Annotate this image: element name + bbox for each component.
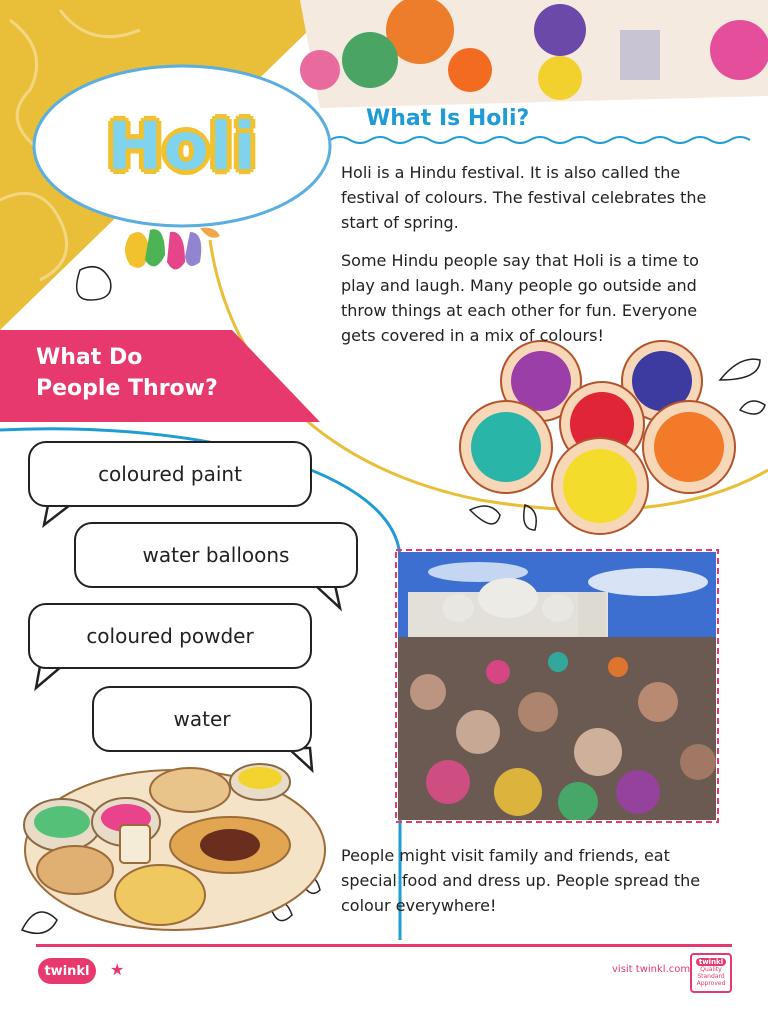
yellow-splash	[538, 56, 582, 100]
pink-splash	[710, 20, 768, 80]
closing-paragraph: People might visit family and friends, eat special food and dress up. People spread the colour everywhere!	[341, 846, 701, 915]
green-drop	[145, 229, 165, 266]
speech-bubble	[92, 686, 312, 752]
paisley-icon	[22, 912, 57, 933]
what-do-people-throw-heading	[36, 342, 296, 404]
speech-bubble	[28, 603, 312, 669]
yellow-drop	[125, 232, 150, 268]
heading-line-2: People Throw?	[36, 376, 218, 401]
bubble-tail	[36, 666, 62, 688]
throw-item: water balloons	[142, 543, 290, 567]
star-icon: ★	[110, 960, 125, 979]
twinkl-logo[interactable]: twinkl	[38, 958, 96, 984]
throw-item: water	[173, 707, 231, 731]
powder-bowls-illustration	[460, 341, 735, 534]
badge-logo-text: twinkl	[696, 958, 726, 966]
green-tree	[342, 32, 398, 88]
throw-item: coloured powder	[86, 624, 254, 648]
footer-divider	[36, 944, 732, 947]
paisley-icon	[524, 505, 537, 530]
bubble-tail	[315, 585, 340, 608]
what-is-holi-heading: What Is Holi?	[366, 106, 530, 131]
purple-splash	[534, 4, 586, 56]
speech-bubble	[74, 522, 358, 588]
photo-wavy-frame	[392, 546, 722, 826]
heading-wave-divider	[330, 137, 750, 143]
page-title: Holi	[107, 107, 257, 185]
paisley-icon	[470, 506, 500, 524]
throw-item: coloured paint	[98, 462, 242, 486]
paisley-icon	[740, 401, 765, 414]
food-platter-icon	[24, 764, 325, 930]
speech-bubble	[28, 441, 312, 507]
quality-standard-badge	[690, 953, 732, 993]
what-is-holi-paragraph-1: Holi is a Hindu festival. It is also called the festival of colours. The festival celebrates the start of spring.	[341, 163, 707, 232]
bubble-tail	[44, 505, 70, 525]
what-is-holi-paragraph-2: Some Hindu people say that Holi is a time to play and laugh. Many people go outside and throw things at each other for fun. Everyone gets covered in a mix of colours!	[341, 251, 699, 345]
heading-line-1: What Do	[36, 345, 143, 370]
badge-label: Quality Standard Approved	[696, 966, 726, 987]
purple-drop	[185, 232, 201, 266]
visit-twinkl-link[interactable]: visit twinkl.com	[612, 964, 691, 975]
paisley-icon	[77, 267, 111, 300]
temple-silhouette	[620, 30, 660, 80]
title-logo	[34, 66, 330, 226]
orange-bush	[448, 48, 492, 92]
pink-drop	[167, 232, 185, 270]
paisley-icon	[720, 359, 760, 380]
